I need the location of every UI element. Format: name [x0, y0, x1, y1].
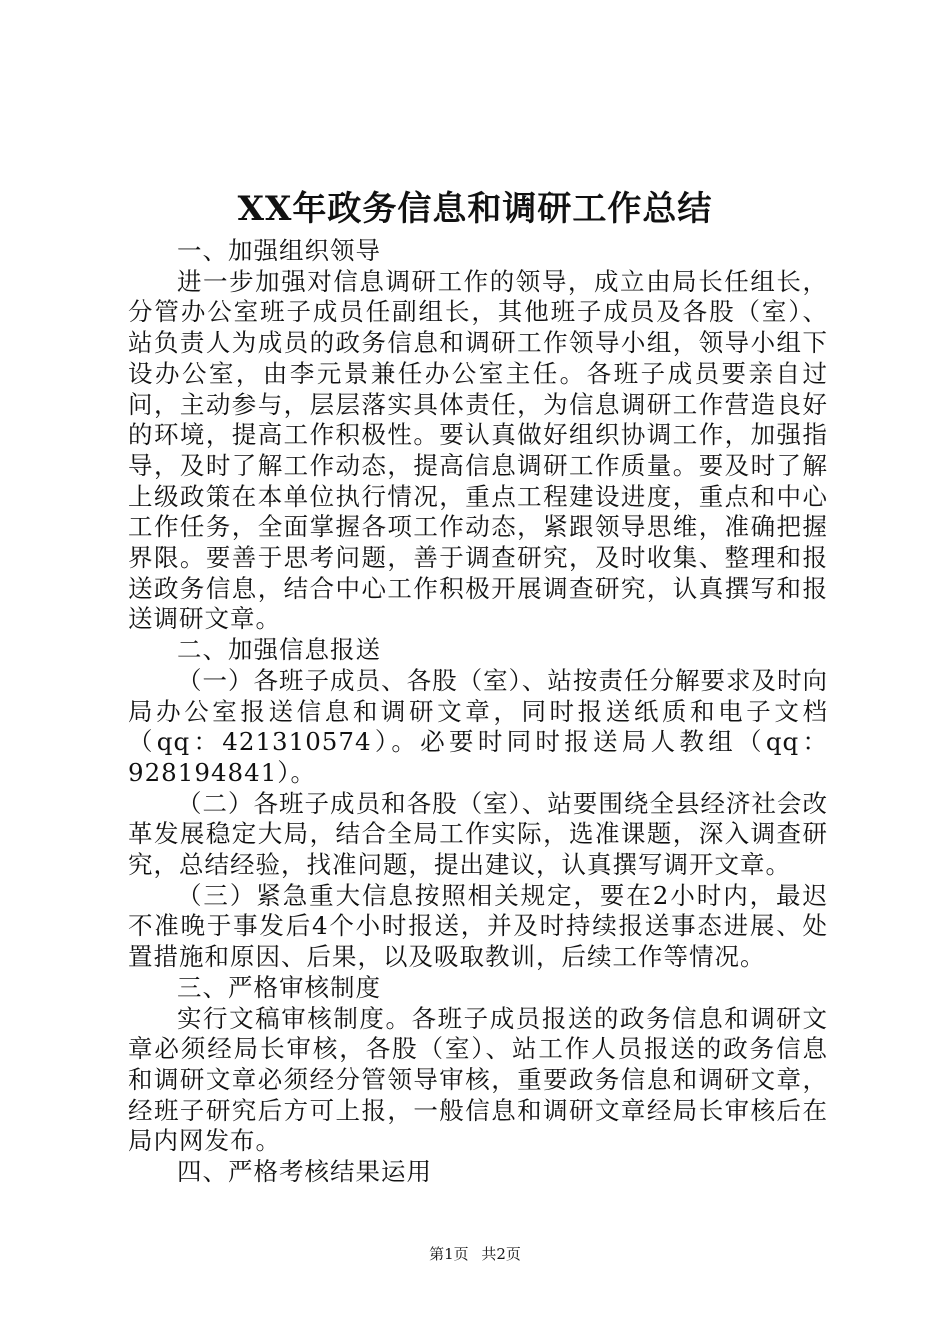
body-paragraph: （二）各班子成员和各股（室）、站要围绕全县经济社会改革发展稳定大局，结合全局工作实际，选准课题，深入调查研究，总结经验，找准问题，提出建议，认真撰写调开文章。	[128, 788, 828, 880]
section-heading-2: 二、加强信息报送	[177, 635, 381, 665]
section-heading-4: 四、严格考核结果运用	[177, 1157, 432, 1187]
body-paragraph: （一）各班子成员、各股（室）、站按责任分解要求及时向局办公室报送信息和调研文章，同时报送纸质和电子文档（qq：421310574）。必要时同时报送局人教组（qq：928194841）。	[128, 665, 828, 787]
page-footer	[0, 1242, 950, 1266]
document-body	[128, 236, 828, 1188]
body-paragraph: 实行文稿审核制度。各班子成员报送的政务信息和调研文章必须经局长审核，各股（室）、站工作人员报送的政务信息和调研文章必须经分管领导审核，重要政务信息和调研文章，经班子研究后方可上报，一般信息和调研文章经局长审核后在局内网发布。	[128, 1003, 828, 1156]
section-heading-1: 一、加强组织领导	[177, 236, 381, 265]
body-paragraph: 进一步加强对信息调研工作的领导，成立由局长任组长，分管办公室班子成员任副组长，其他班子成员及各股（室）、站负责人为成员的政务信息和调研工作领导小组，领导小组下设办公室，由李元景兼任办公室主任。各班子成员要亲自过问，主动参与，层层落实具体责任，为信息调研工作营造良好的环境，提高工作积极性。要认真做好组织协调工作，加强指导，及时了解工作动态，提高信息调研工作质量。要及时了解上级政策在本单位执行情况，重点工程建设进度，重点和中心工作任务，全面掌握各项工作动态，紧跟领导思维，准确把握界限。要善于思考问题，善于调查研究，及时收集、整理和报送政务信息，结合中心工作积极开展调查研究，认真撰写和报送调研文章。	[128, 266, 828, 634]
body-paragraph: （三）紧急重大信息按照相关规定，要在2小时内，最迟不准晚于事发后4个小时报送，并及时持续报送事态进展、处置措施和原因、后果，以及吸取教训，后续工作等情况。	[128, 880, 828, 972]
page-number: 第1页	[429, 1245, 469, 1263]
section-heading-3: 三、严格审核制度	[177, 972, 381, 1002]
page-total: 共2页	[481, 1245, 521, 1263]
document-title: XX年政务信息和调研工作总结	[237, 189, 713, 229]
